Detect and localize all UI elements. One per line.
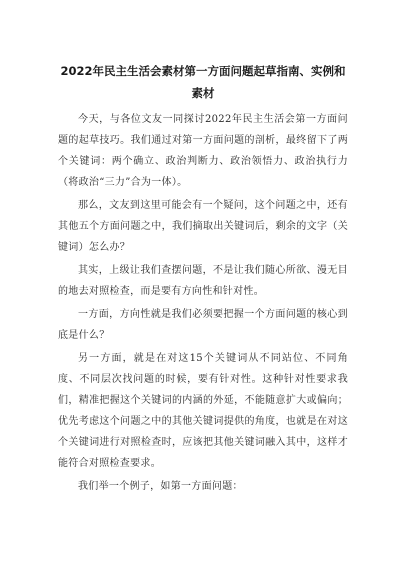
paragraph: 其实，上级让我们查摆问题，不是让我们随心所欲、漫无目的地去对照检查，而是要有方向性和针对性。 bbox=[58, 265, 348, 297]
document-title: 2022年民主生活会素材第一方面问题起草指南、实例和素材 bbox=[60, 64, 346, 100]
paragraph: 另一方面，就是在对这15个关键词从不同站位、不同角度、不同层次找问题的时候，要有针对性。这种针对性要求我们，精准把握这个关键词的内涵的外延，不能随意扩大或偏向；优先考虑这个问题之中的其他关键词提供的角度，也就是在对这个关键词进行对照检查时，应该把其他关键词融入其中，这样才能符合对照检查要求。 bbox=[58, 353, 348, 469]
paragraph: 那么，文友到这里可能会有一个疑问，这个问题之中，还有其他五个方面问题之中，我们摘取出关键词后，剩余的文字（关键词）怎么办？ bbox=[58, 200, 348, 253]
paragraph: 今天，与各位文友一同探讨2022年民主生活会第一方面问题的起草技巧。我们通过对第一方面问题的剖析，最终留下了两个关键词：两个确立、政治判断力、政治领悟力、政治执行力（将政治“三力”合为一体）。 bbox=[58, 114, 348, 188]
paragraph: 我们举一个例子，如第一方面问题： bbox=[78, 481, 243, 492]
paragraph: 一方面，方向性就是我们必须要把握一个方面问题的核心到底是什么？ bbox=[58, 309, 348, 341]
document-page bbox=[58, 60, 348, 499]
